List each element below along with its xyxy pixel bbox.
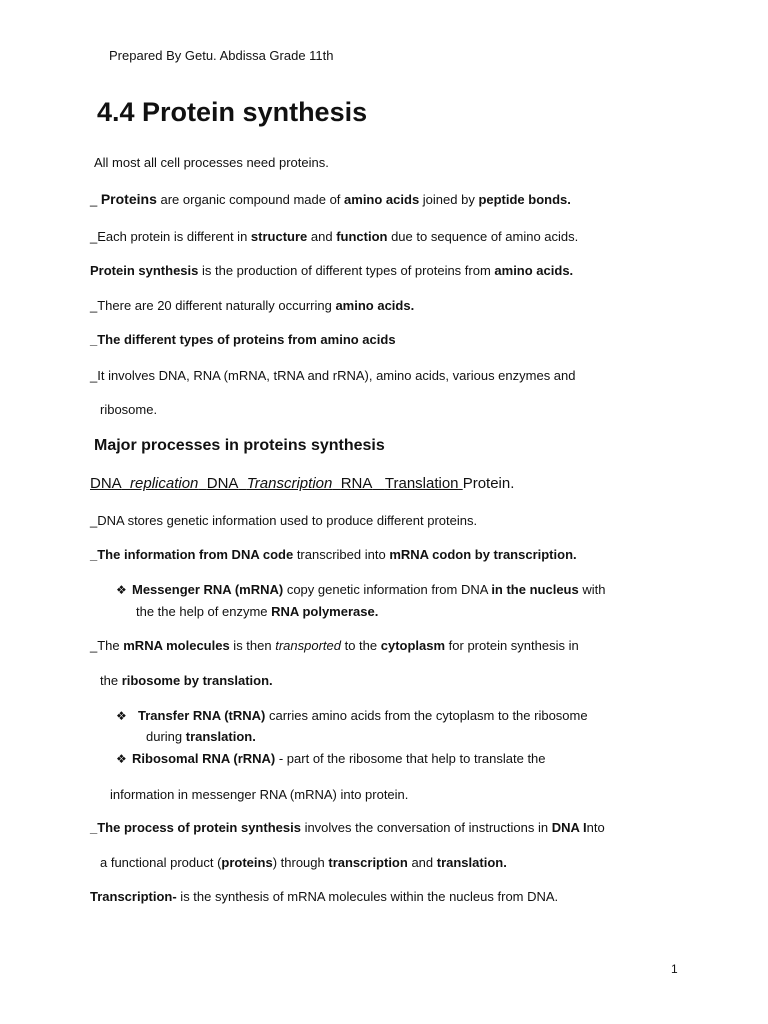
- term-transfer-rna: Transfer RNA (tRNA): [138, 708, 266, 723]
- text-segment: to the: [340, 638, 381, 653]
- term-in-the-nucleus: in the nucleus: [491, 582, 579, 597]
- term-mrna-codon: mRNA codon by transcription.: [389, 547, 577, 562]
- term-information-from-dna: _The information from DNA code: [90, 547, 294, 562]
- prepared-by-header: Prepared By Getu. Abdissa Grade 11th: [109, 48, 334, 63]
- text-segment: _The: [90, 638, 124, 653]
- term-dna: DNA I: [551, 820, 587, 835]
- protein-synthesis-definition: [90, 263, 573, 278]
- text-segment: is the production of different types of proteins from: [198, 263, 495, 278]
- term-transported: transported: [275, 638, 341, 653]
- diamond-bullet-icon: ❖: [116, 752, 127, 766]
- diamond-bullet-icon: ❖: [116, 583, 127, 597]
- text-segment: the: [100, 673, 122, 688]
- term-peptide-bonds: peptide bonds.: [478, 192, 571, 207]
- term-proteins: Proteins: [100, 191, 157, 207]
- term-translation: translation.: [185, 729, 256, 744]
- term-transcription: transcription: [328, 855, 408, 870]
- rrna-bullet-line-2: information in messenger RNA (mRNA) into protein.: [110, 787, 409, 802]
- text-segment: carries amino acids from the cytoplasm to the ribosome: [265, 708, 588, 723]
- involves-line-1: _It involves DNA, RNA (mRNA, tRNA and rRNA), amino acids, various enzymes and: [90, 368, 576, 383]
- process-line-1: [90, 820, 605, 835]
- major-processes-heading: Major processes in proteins synthesis: [94, 437, 385, 454]
- info-code-line: [90, 547, 577, 562]
- intro-line: All most all cell processes need proteins.: [94, 155, 329, 170]
- process-line-2: [100, 855, 507, 870]
- term-protein-synthesis: Protein synthesis: [90, 263, 199, 278]
- mrna-bullet-line-2: [136, 604, 378, 619]
- text-segment: transcribed into: [293, 547, 390, 562]
- term-cytoplasm: cytoplasm: [380, 638, 446, 653]
- trna-bullet-line-2: [146, 729, 256, 744]
- page-number: 1: [671, 962, 678, 976]
- term-translation: translation.: [436, 855, 507, 870]
- text-segment: involves the conversation of instructions in: [300, 820, 552, 835]
- mrna-molecules-line-2: [100, 673, 273, 688]
- term-rna-polymerase: RNA polymerase.: [271, 604, 379, 619]
- text-segment: _: [90, 192, 101, 207]
- term-amino-acids: amino acids: [344, 192, 420, 207]
- types-heading: _The different types of proteins from amino acids: [90, 332, 396, 347]
- term-transcription: Transcription-: [90, 889, 177, 904]
- text-segment: joined by: [419, 192, 479, 207]
- flow-translation: Translation: [384, 475, 459, 492]
- text-segment: a functional product (: [100, 855, 222, 870]
- flow-transcription: Transcription: [246, 475, 333, 492]
- text-segment: and: [407, 855, 437, 870]
- flow-protein: Protein.: [462, 475, 515, 492]
- text-segment: are organic compound made of: [156, 192, 345, 207]
- term-mrna-molecules: mRNA molecules: [123, 638, 230, 653]
- text-segment: _There are 20 different naturally occurring: [90, 298, 336, 313]
- twenty-amino-acids-line: [90, 298, 414, 313]
- text-segment: is then: [229, 638, 276, 653]
- flow-rna: RNA: [340, 475, 373, 492]
- text-segment: _Each protein is different in: [90, 229, 251, 244]
- text-segment: the the help of enzyme: [136, 604, 272, 619]
- mrna-bullet-line-1: [116, 582, 605, 597]
- trna-bullet-line-1: [116, 708, 588, 723]
- term-ribosomal-rna: Ribosomal RNA (rRNA): [132, 751, 276, 766]
- flow-dna: DNA: [206, 475, 239, 492]
- term-amino-acids: amino acids.: [494, 263, 574, 278]
- page-title: 4.4 Protein synthesis: [97, 97, 368, 127]
- text-segment: ) through: [272, 855, 329, 870]
- involves-line-2: ribosome.: [100, 402, 158, 417]
- text-segment: nto: [586, 820, 605, 835]
- term-amino-acids: amino acids.: [335, 298, 415, 313]
- text-segment: is the synthesis of mRNA molecules within the nucleus from DNA.: [176, 889, 559, 904]
- flow-replication: replication: [130, 475, 199, 492]
- rrna-bullet-line-1: [116, 751, 546, 766]
- diamond-bullet-icon: ❖: [116, 709, 127, 723]
- flow-dna: DNA: [90, 475, 122, 492]
- term-messenger-rna: Messenger RNA (mRNA): [132, 582, 284, 597]
- proteins-definition: [90, 191, 571, 207]
- transcription-definition: [90, 889, 558, 904]
- text-segment: for protein synthesis in: [445, 638, 579, 653]
- process-flow-line: [90, 475, 514, 492]
- dna-stores-line: _DNA stores genetic information used to produce different proteins.: [90, 513, 478, 528]
- term-function: function: [336, 229, 388, 244]
- text-segment: due to sequence of amino acids.: [387, 229, 579, 244]
- text-segment: with: [578, 582, 606, 597]
- term-process-of-protein-synthesis: _The process of protein synthesis: [90, 820, 301, 835]
- text-segment: - part of the ribosome that help to translate the: [275, 751, 546, 766]
- mrna-molecules-line-1: [90, 638, 579, 653]
- term-ribosome-by-translation: ribosome by translation.: [121, 673, 273, 688]
- text-segment: copy genetic information from DNA: [283, 582, 492, 597]
- each-protein-line: [90, 229, 578, 244]
- term-proteins: proteins: [221, 855, 273, 870]
- term-structure: structure: [250, 229, 308, 244]
- text-segment: and: [307, 229, 337, 244]
- text-segment: during: [146, 729, 186, 744]
